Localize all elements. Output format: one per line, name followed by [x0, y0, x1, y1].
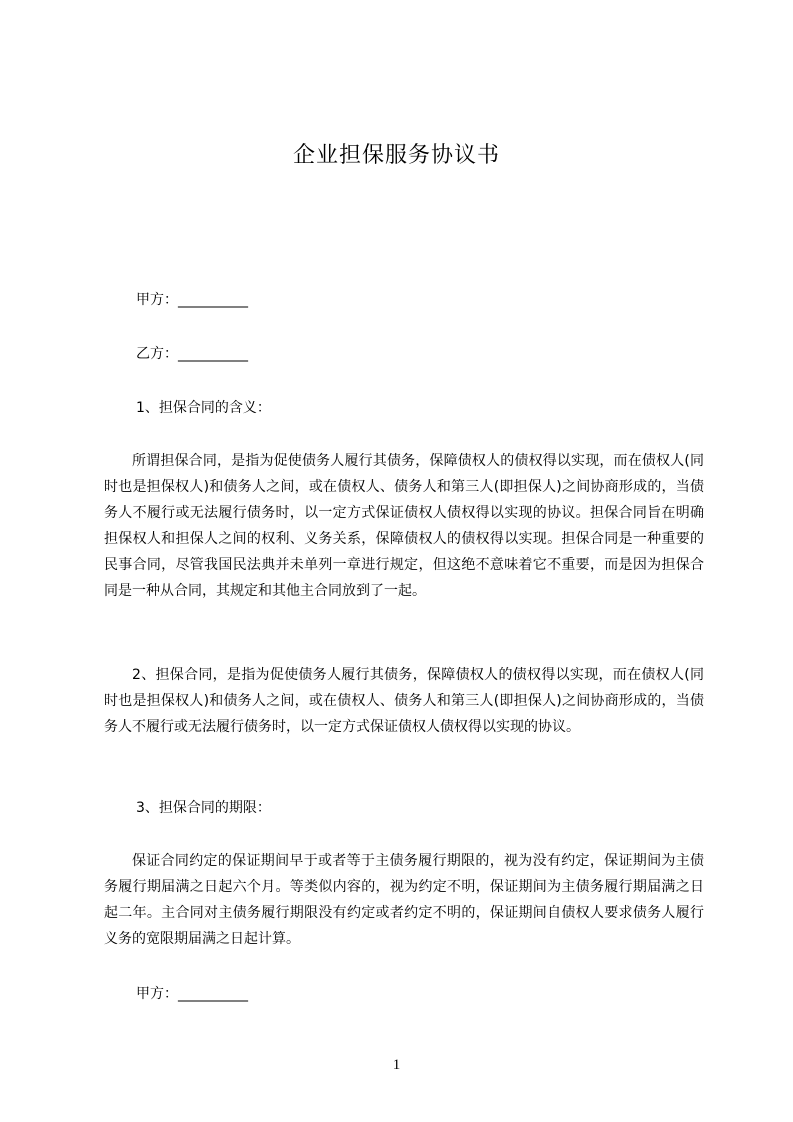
section-2-paragraph: 2、担保合同，是指为促使债务人履行其债务，保障债权人的债权得以实现，而在债权人(同时也是担保权人)和债务人之间，或在债权人、债务人和第三人(即担保人)之间协商形成的，当债务人不履行或无法履行债务时，以一定方式保证债权人债权得以实现的协议。: [104, 667, 704, 735]
section-3-heading: 3、担保合同的期限：: [136, 800, 271, 816]
section-3-paragraph: 保证合同约定的保证期间早于或者等于主债务履行期限的，视为没有约定，保证期间为主债务履行期届满之日起六个月。等类似内容的，视为约定不明，保证期间为主债务履行期届满之日起二年。主合同对主债务履行期限没有约定或者约定不明的，保证期间自债权人要求债务人履行义务的宽限期届满之日起计算。: [104, 853, 704, 947]
party-a-signature-line: 甲方：__________: [136, 292, 248, 308]
section-1-heading: 1、担保合同的含义：: [136, 400, 271, 416]
party-b-signature-line: 乙方：__________: [136, 346, 248, 362]
document-title: 企业担保服务协议书: [292, 143, 500, 168]
section-1-paragraph: 所谓担保合同，是指为促使债务人履行其债务，保障债权人的债权得以实现，而在债权人(同时也是担保权人)和债务人之间，或在债权人、债务人和第三人(即担保人)之间协商形成的，当债务人不履行或无法履行债务时，以一定方式保证债权人债权得以实现的协议。担保合同旨在明确担保权人和担保人之间的权利、义务关系，保障债权人的债权得以实现。担保合同是一种重要的民事合同，尽管我国民法典并未单列一章进行规定，但这绝不意味着它不重要，而是因为担保合同是一种从合同，其规定和其他主合同放到了一起。: [104, 453, 704, 599]
party-a-closing-signature-line: 甲方：__________: [136, 986, 248, 1002]
page-number: 1: [392, 1057, 401, 1073]
